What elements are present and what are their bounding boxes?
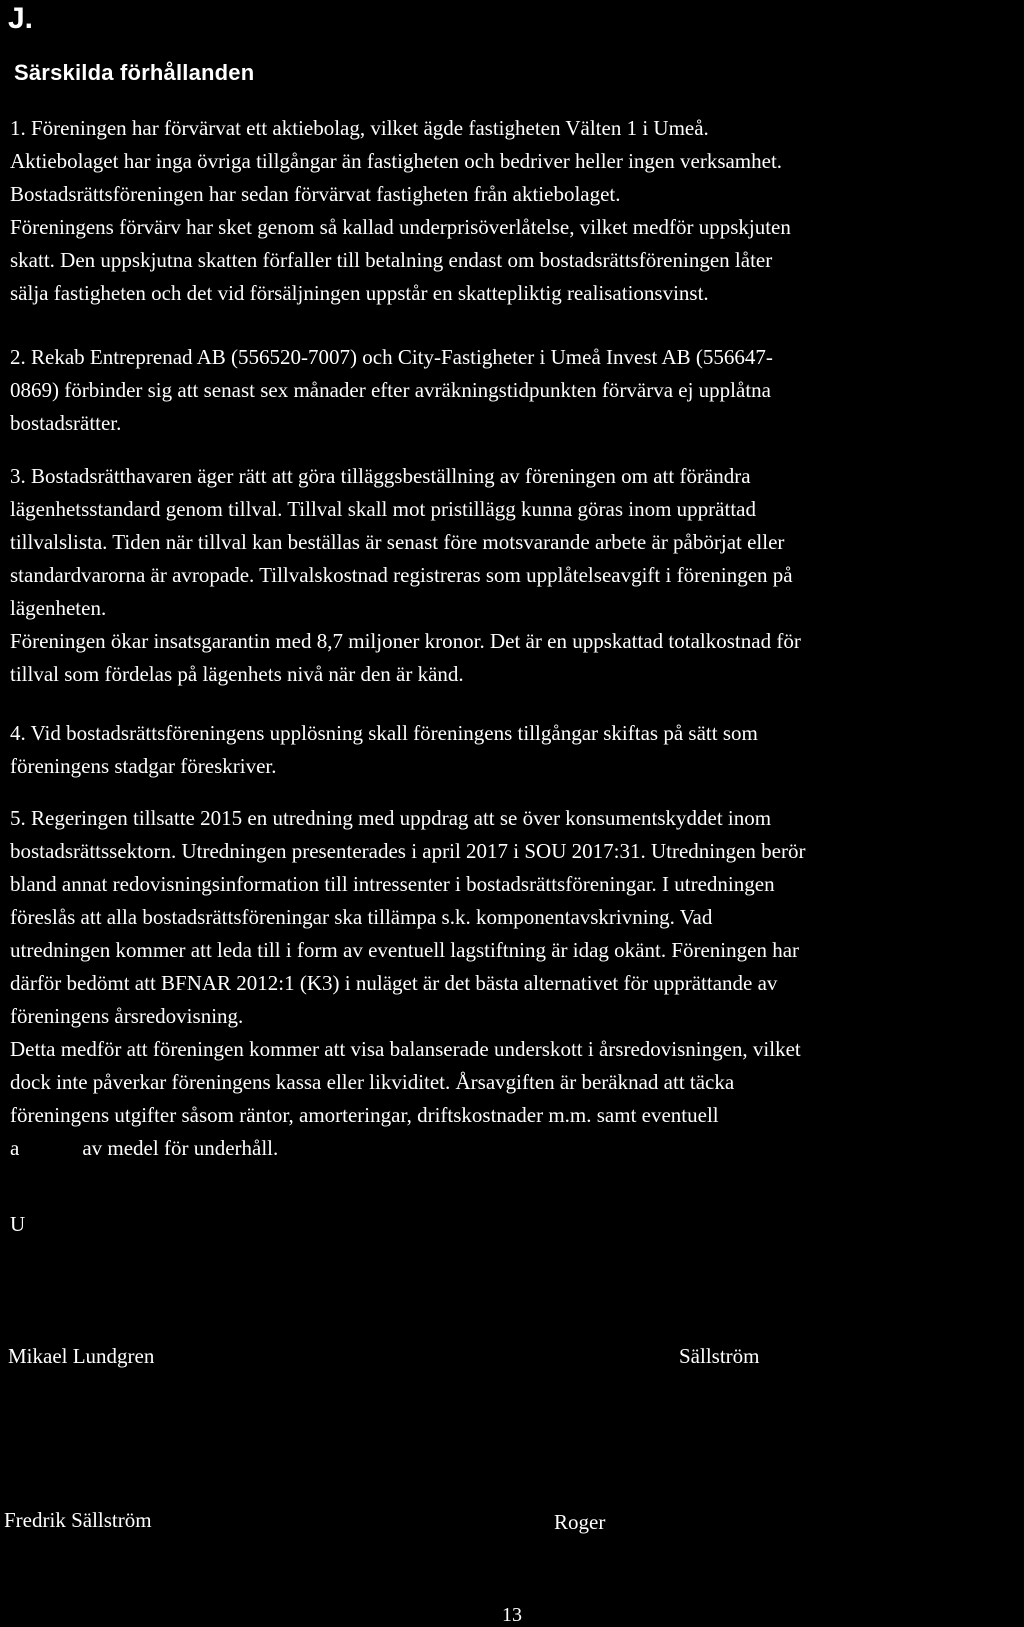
paragraph-line: tillval som fördelas på lägenhets nivå när den är känd. bbox=[10, 662, 464, 686]
paragraph-line: Detta medför att föreningen kommer att visa balanserade underskott i årsredovisningen, vilket bbox=[10, 1037, 801, 1061]
paragraph-3 bbox=[10, 460, 1020, 691]
signature-name-1: Mikael Lundgren bbox=[8, 1344, 155, 1368]
paragraph-5 bbox=[10, 802, 1020, 1165]
paragraph-line: sälja fastigheten och det vid försäljningen uppstår en skattepliktig realisationsvinst. bbox=[10, 281, 709, 305]
fragment-text: U bbox=[10, 1212, 26, 1236]
paragraph-line: a av medel för underhåll. bbox=[10, 1136, 279, 1160]
paragraph-line: Bostadsrättsföreningen har sedan förvärvat fastigheten från aktiebolaget. bbox=[10, 182, 621, 206]
paragraph-line: Föreningens förvärv har sket genom så kallad underprisöverlåtelse, vilket medför uppskjuten bbox=[10, 215, 791, 239]
paragraph-line: föreslås att alla bostadsrättsföreningar ska tillämpa s.k. komponentavskrivning. Vad bbox=[10, 905, 713, 929]
paragraph-line: dock inte påverkar föreningens kassa eller likviditet. Årsavgiften är beräknad att täcka bbox=[10, 1070, 735, 1094]
paragraph-line: därför bedömt att BFNAR 2012:1 (K3) i nuläget är det bästa alternativet för upprättande av bbox=[10, 971, 778, 995]
paragraph-line: bostadsrätter. bbox=[10, 411, 122, 435]
page-number: 13 bbox=[502, 1604, 522, 1626]
paragraph-line: lägenhetsstandard genom tillval. Tillval skall mot pristillägg kunna göras inom upprättad bbox=[10, 497, 756, 521]
paragraph-line: 3. Bostadsrätthavaren äger rätt att göra tilläggsbeställning av föreningen om att förändra bbox=[10, 464, 751, 488]
paragraph-line: bostadsrättssektorn. Utredningen presenterades i april 2017 i SOU 2017:31. Utredningen berör bbox=[10, 839, 806, 863]
paragraph-4 bbox=[10, 717, 1020, 783]
signature-name-4: Roger bbox=[554, 1510, 606, 1534]
paragraph-line: skatt. Den uppskjutna skatten förfaller till betalning endast om bostadsrättsföreningen låter bbox=[10, 248, 773, 272]
signature-name-2: Sällström bbox=[679, 1344, 760, 1368]
section-letter: J. bbox=[8, 2, 34, 35]
paragraph-line: föreningens stadgar föreskriver. bbox=[10, 754, 277, 778]
paragraph-line: tillvalslista. Tiden när tillval kan beställas är senast före motsvarande arbete är påbörjat eller bbox=[10, 530, 785, 554]
paragraph-2 bbox=[10, 341, 1020, 440]
section-title: Särskilda förhållanden bbox=[14, 60, 255, 85]
paragraph-line: utredningen kommer att leda till i form av eventuell lagstiftning är idag okänt. Föreningen har bbox=[10, 938, 800, 962]
paragraph-line: föreningens utgifter såsom räntor, amorteringar, driftskostnader m.m. samt eventuell bbox=[10, 1103, 719, 1127]
paragraph-1 bbox=[10, 112, 1020, 310]
paragraph-line: 5. Regeringen tillsatte 2015 en utredning med uppdrag att se över konsumentskyddet inom bbox=[10, 806, 772, 830]
paragraph-line: standardvarorna är avropade. Tillvalskostnad registreras som upplåtelseavgift i föreningen på bbox=[10, 563, 793, 587]
paragraph-line: föreningens årsredovisning. bbox=[10, 1004, 244, 1028]
paragraph-line: bland annat redovisningsinformation till intressenter i bostadsrättsföreningar. I utredningen bbox=[10, 872, 775, 896]
paragraph-line: 1. Föreningen har förvärvat ett aktiebolag, vilket ägde fastigheten Välten 1 i Umeå. bbox=[10, 116, 709, 140]
paragraph-line: Aktiebolaget har inga övriga tillgångar än fastigheten och bedriver heller ingen verksamhet. bbox=[10, 149, 783, 173]
signature-name-3: Fredrik Sällström bbox=[4, 1508, 152, 1532]
paragraph-line: 0869) förbinder sig att senast sex månader efter avräkningstidpunkten förvärva ej upplåtna bbox=[10, 378, 771, 402]
paragraph-line: 2. Rekab Entreprenad AB (556520-7007) och City-Fastigheter i Umeå Invest AB (556647- bbox=[10, 345, 773, 369]
paragraph-line: lägenheten. bbox=[10, 596, 107, 620]
paragraph-line: Föreningen ökar insatsgarantin med 8,7 miljoner kronor. Det är en uppskattad totalkostnad för bbox=[10, 629, 801, 653]
paragraph-line: 4. Vid bostadsrättsföreningens upplösning skall föreningens tillgångar skiftas på sätt som bbox=[10, 721, 758, 745]
